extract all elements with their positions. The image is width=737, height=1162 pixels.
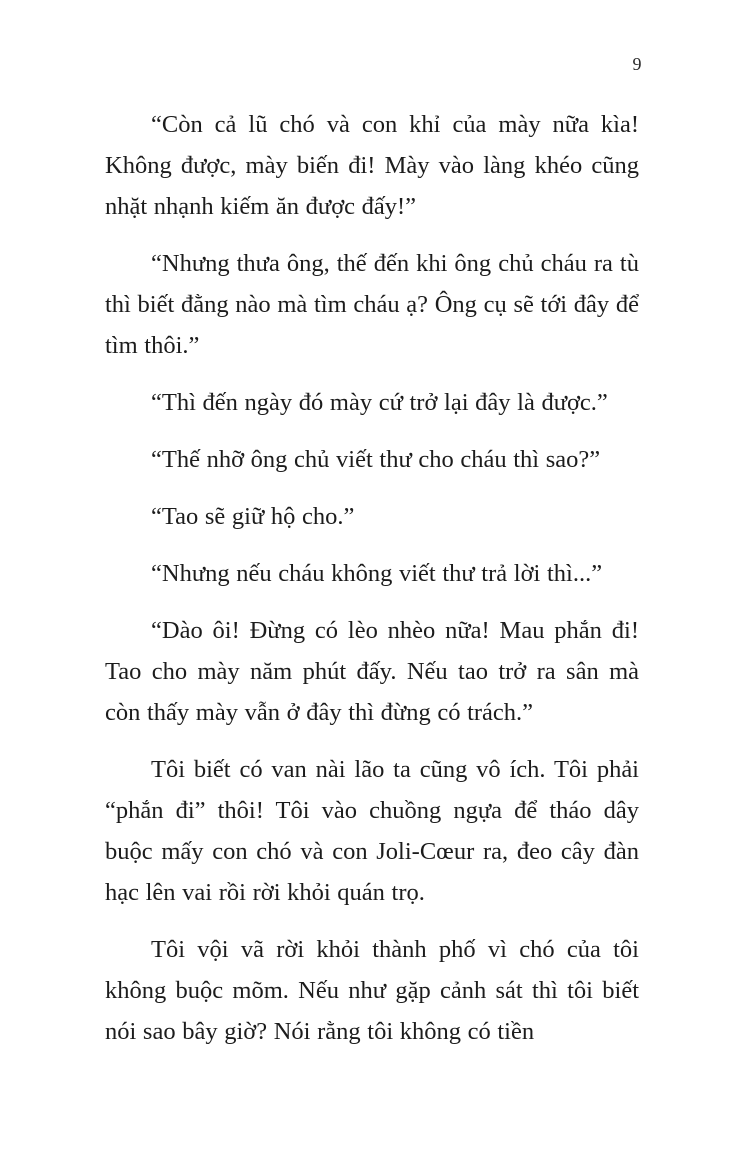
paragraph: “Tao sẽ giữ hộ cho.”: [151, 503, 355, 530]
paragraph: Tôi biết có van nài lão ta cũng vô ích. Tôi phải “phắn đi” thôi! Tôi vào chuồng ngựa để tháo dây buộc mấy con chó và con Joli-Cœur ra, đeo cây đàn hạc lên vai rồi rời khỏi quán trọ.: [105, 756, 639, 906]
page-number: 9: [632, 54, 642, 74]
paragraph: “Dào ôi! Đừng có lèo nhèo nữa! Mau phắn đi! Tao cho mày năm phút đấy. Nếu tao trở ra sân mà còn thấy mày vẫn ở đây thì đừng có trách.”: [105, 617, 639, 726]
paragraph: Tôi vội vã rời khỏi thành phố vì chó của tôi không buộc mõm. Nếu như gặp cảnh sát thì tôi biết nói sao bây giờ? Nói rằng tôi không có tiền: [105, 936, 639, 1045]
paragraph: “Thế nhỡ ông chủ viết thư cho cháu thì sao?”: [151, 446, 601, 473]
paragraph: “Nhưng nếu cháu không viết thư trả lời thì...”: [151, 560, 603, 587]
paragraph: “Nhưng thưa ông, thế đến khi ông chủ cháu ra tù thì biết đằng nào mà tìm cháu ạ? Ông cụ sẽ tới đây để tìm thôi.”: [105, 250, 639, 359]
paragraph: “Còn cả lũ chó và con khỉ của mày nữa kìa! Không được, mày biến đi! Mày vào làng khéo cũng nhặt nhạnh kiếm ăn được đấy!”: [105, 111, 639, 220]
paragraph: “Thì đến ngày đó mày cứ trở lại đây là được.”: [151, 389, 608, 416]
page-body-text: [105, 104, 639, 1052]
